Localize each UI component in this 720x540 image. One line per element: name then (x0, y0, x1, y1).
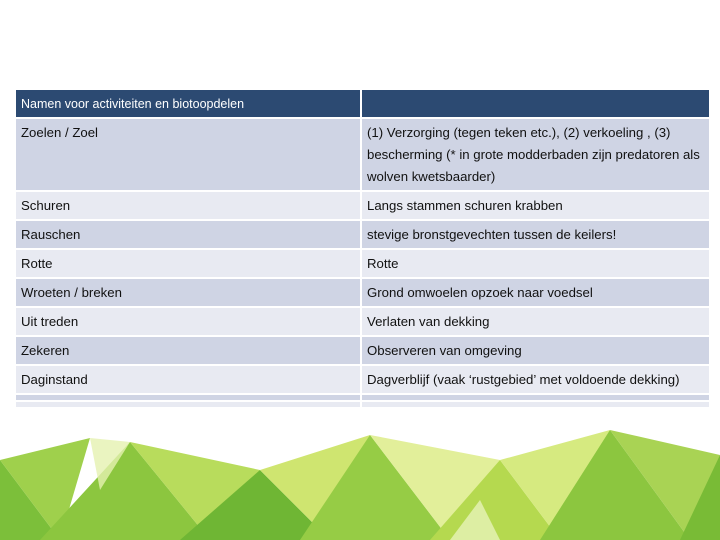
term-cell: Uit treden (15, 307, 361, 336)
table-row-empty (15, 394, 710, 401)
meaning-cell (361, 394, 710, 401)
decorative-triangle-banner (0, 430, 720, 540)
term-cell: Rauschen (15, 220, 361, 249)
activity-table (14, 88, 711, 409)
table-row (15, 191, 710, 220)
header-cell-term: Namen voor activiteiten en biotoopdelen (15, 89, 361, 118)
table-row (15, 307, 710, 336)
table-row-empty (15, 401, 710, 408)
term-cell: Rotte (15, 249, 361, 278)
meaning-cell: Grond omwoelen opzoek naar voedsel (361, 278, 710, 307)
meaning-cell: Verlaten van dekking (361, 307, 710, 336)
term-cell (15, 394, 361, 401)
term-cell: Daginstand (15, 365, 361, 394)
table-header-row (15, 89, 710, 118)
meaning-cell: stevige bronstgevechten tussen de keilers! (361, 220, 710, 249)
meaning-cell: Rotte (361, 249, 710, 278)
term-cell: Schuren (15, 191, 361, 220)
header-cell-meaning (361, 89, 710, 118)
table-row (15, 365, 710, 394)
term-cell (15, 401, 361, 408)
table-row (15, 220, 710, 249)
table-row (15, 249, 710, 278)
table-row (15, 278, 710, 307)
term-cell: Zekeren (15, 336, 361, 365)
term-cell: Wroeten / breken (15, 278, 361, 307)
table-row (15, 118, 710, 191)
meaning-cell: Dagverblijf (vaak ‘rustgebied’ met voldoende dekking) (361, 365, 710, 394)
meaning-cell: (1) Verzorging (tegen teken etc.), (2) verkoeling , (3) bescherming (* in grote modderbaden zijn predatoren als wolven kwetsbaarder) (361, 118, 710, 191)
meaning-cell: Langs stammen schuren krabben (361, 191, 710, 220)
meaning-cell (361, 401, 710, 408)
table-row (15, 336, 710, 365)
meaning-cell: Observeren van omgeving (361, 336, 710, 365)
term-cell: Zoelen / Zoel (15, 118, 361, 191)
